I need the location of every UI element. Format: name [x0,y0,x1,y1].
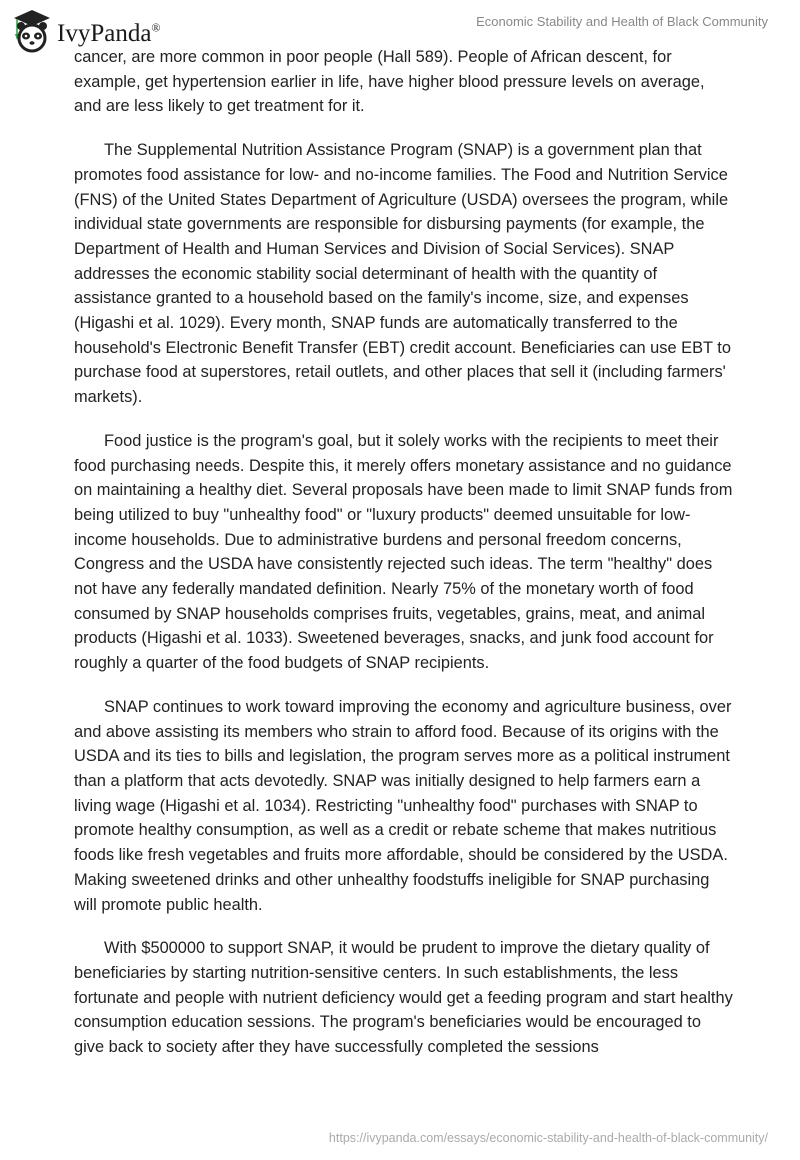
document-title: Economic Stability and Health of Black Community [476,14,768,29]
paragraph: Food justice is the program's goal, but it solely works with the recipients to meet their food purchasing needs. Despite this, it merely offers monetary assistance and no guidance on maintaining a healthy diet. Several proposals have been made to limit SNAP funds from being utilized to buy "unhealthy food" or "luxury products" deemed unsuitable for low-income households. Due to administrative burdens and personal freedom concerns, Congress and the USDA have consistently rejected such ideas. The term "healthy" does not have any federally mandated definition. Nearly 75% of the monetary worth of food consumed by SNAP households comprises fruits, vegetables, grains, meat, and animal products (Higashi et al. 1033). Sweetened beverages, snacks, and junk food account for roughly a quarter of the food budgets of SNAP recipients. [74,431,733,673]
paragraph: The Supplemental Nutrition Assistance Program (SNAP) is a government plan that promotes food assistance for low- and no-income families. The Food and Nutrition Service (FNS) of the United States Department of Agriculture (USDA) oversees the program, while individual state governments are responsible for disbursing payments (for example, the Department of Health and Human Services and Division of Social Services). SNAP addresses the economic stability social determinant of health with the quantity of assistance granted to a household based on the family's income, size, and expenses (Higashi et al. 1029). Every month, SNAP funds are automatically transferred to the household's Electronic Benefit Transfer (EBT) credit account. Beneficiaries can use EBT to purchase food at superstores, retail outlets, and other places that sell it (including farmers' markets). [74,141,731,407]
paragraph: SNAP continues to work toward improving the economy and agriculture business, over and above assisting its members who strain to afford food. Because of its origins with the USDA and its ties to bills and legislation, the program serves more as a political instrument than a platform that acts devotedly. SNAP was initially designed to help farmers earn a living wage (Higashi et al. 1034). Restricting "unhealthy food" purchases with SNAP to promote healthy consumption, as well as a credit or rebate scheme that makes nutritious foods like fresh vegetables and fruits more affordable, should be considered by the USDA. Making sweetened drinks and other unhealthy foodstuffs ineligible for SNAP purchasing will promote public health. [74,697,732,914]
essay-body [74,45,734,1079]
footer-url[interactable]: https://ivypanda.com/essays/economic-stability-and-health-of-black-community/ [328,1131,768,1145]
paragraph: With $500000 to support SNAP, it would be prudent to improve the dietary quality of beneficiaries by starting nutrition-sensitive centers. In such establishments, the less fortunate and people with nutrient deficiency would get a feeding program and start healthy consumption education sessions. The program's beneficiaries would be encouraged to give back to society after they have successfully completed the sessions [74,939,733,1057]
paragraph: cancer, are more common in poor people (Hall 589). People of African descent, for example, get hypertension earlier in life, have higher blood pressure levels on average, and are less likely to get treatment for it. [74,48,705,116]
panda-graduate-icon [12,8,52,54]
logo-text: IvyPanda® [57,20,161,47]
